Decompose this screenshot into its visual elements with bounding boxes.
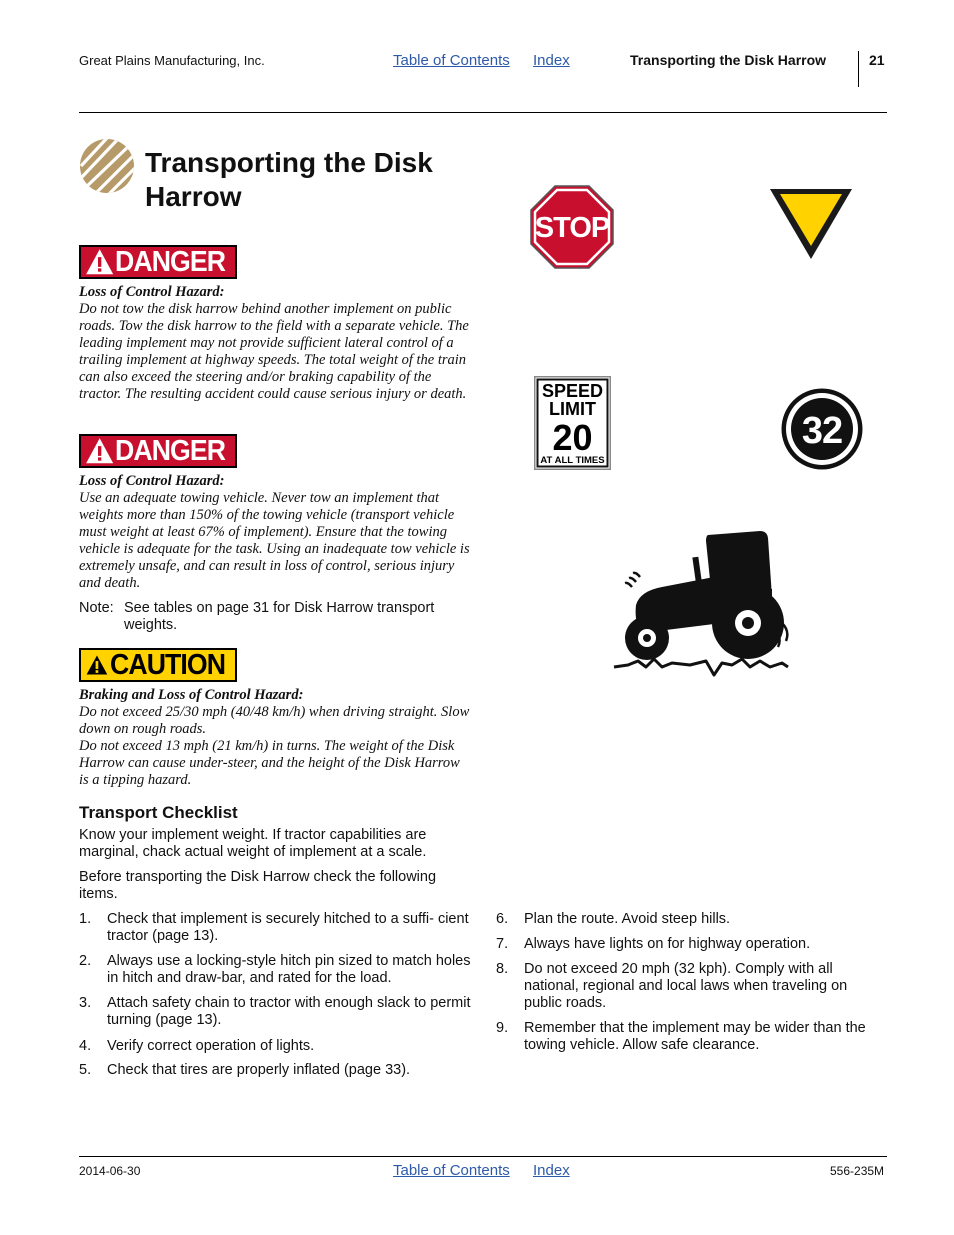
footer-index-link[interactable]: Index [533, 1162, 570, 1179]
danger-badge [79, 245, 237, 279]
header-index-link[interactable]: Index [533, 52, 570, 69]
list-item: 7. Always have lights on for highway operation. [496, 936, 811, 952]
hazard-title: Loss of Control Hazard: [79, 284, 225, 300]
speed-limit-footer: AT ALL TIMES [540, 455, 605, 466]
hazard-text: Use an adequate towing vehicle. Never tow an implement that weights more than 150% of the towing vehicle (transport vehicle must weight at least 67% of implement). Ensure that the towing vehicle is adequate for the task. Using an inadequate tow vehicle is extremely unsafe, and can result in loss of control, serious injury and death. [79, 490, 470, 591]
warning-triangle-icon [85, 247, 114, 277]
list-item: 5. Check that tires are properly inflated (page 33). [79, 1062, 411, 1078]
warning-triangle-icon [85, 436, 114, 466]
warning-triangle-icon [85, 650, 109, 680]
great-plains-logo-icon [79, 138, 135, 194]
footer-date: 2014-06-30 [79, 1164, 141, 1178]
stop-sign-icon [530, 185, 614, 269]
danger-badge [79, 434, 237, 468]
list-item: 3. Attach safety chain to tractor with enough slack to permit turning (page 13). [79, 995, 471, 1028]
company-name: Great Plains Manufacturing, Inc. [79, 53, 265, 68]
stop-sign-text: STOP [534, 212, 610, 244]
signal-word: DANGER [115, 245, 226, 278]
checklist-intro: Know your implement weight. If tractor capabilities are marginal, chack actual weight of implement at a scale. [79, 827, 427, 860]
signal-word: DANGER [115, 434, 226, 467]
yield-sign-icon [768, 187, 854, 261]
hazard-text: Do not exceed 25/30 mph (40/48 km/h) when driving straight. Slow down on rough roads. [79, 704, 470, 737]
page-title: Transporting the Disk Harrow [145, 147, 433, 212]
footer-rule [79, 1156, 887, 1157]
caution-badge [79, 648, 237, 682]
hazard-title: Loss of Control Hazard: [79, 473, 225, 489]
list-item: 1. Check that implement is securely hitched to a suffi- cient tractor (page 13). [79, 911, 469, 944]
list-item: 8. Do not exceed 20 mph (32 kph). Comply with all national, regional and local laws when traveling on public roads. [496, 961, 848, 1011]
checklist-heading: Transport Checklist [79, 803, 238, 822]
speed-circle-value: 32 [801, 410, 843, 452]
list-item: 6. Plan the route. Avoid steep hills. [496, 911, 731, 927]
note-text: See tables on page 31 for Disk Harrow transport weights. [124, 600, 435, 633]
hazard-text: Do not tow the disk harrow behind another implement on public roads. Tow the disk harrow to the field with a separate vehicle. The leading implement may not provide sufficient lateral control of a trailing implement at highway speeds. The total weight of the train can also exceed the steering and/or braking capability of the tractor. The resulting accident could cause serious injury or death. [79, 301, 469, 402]
checklist-intro: Before transporting the Disk Harrow check the following items. [79, 869, 437, 902]
list-item: 9. Remember that the implement may be wider than the towing vehicle. Allow safe clearance. [496, 1020, 866, 1053]
list-item: 2. Always use a locking-style hitch pin sized to match holes in hitch and draw-bar, and rated for the load. [79, 953, 471, 986]
list-item: 4. Verify correct operation of lights. [79, 1038, 315, 1054]
speed-circle-sign-icon [780, 387, 864, 471]
header-separator [858, 51, 859, 87]
header-toc-link[interactable]: Table of Contents [393, 52, 510, 69]
footer-doc-number: 556-235M [830, 1164, 885, 1178]
speed-limit-sign-icon [534, 376, 611, 470]
speed-limit-value: 20 [552, 417, 593, 458]
signal-word: CAUTION [109, 648, 225, 681]
note [79, 600, 479, 634]
hazard-title: Braking and Loss of Control Hazard: [79, 687, 304, 703]
tractor-rough-road-icon [610, 527, 795, 682]
speed-limit-line2: LIMIT [549, 399, 596, 419]
speed-limit-line1: SPEED [541, 381, 604, 401]
header-section-title: Transporting the Disk Harrow [630, 52, 827, 68]
footer-toc-link[interactable]: Table of Contents [393, 1162, 510, 1179]
note-label: Note: [79, 600, 114, 616]
page-number: 21 [869, 52, 885, 68]
hazard-text: Do not exceed 13 mph (21 km/h) in turns. The weight of the Disk Harrow can cause under-steer, and the height of the Disk Harrow is a tipping hazard. [79, 738, 460, 788]
header-rule [79, 112, 887, 113]
